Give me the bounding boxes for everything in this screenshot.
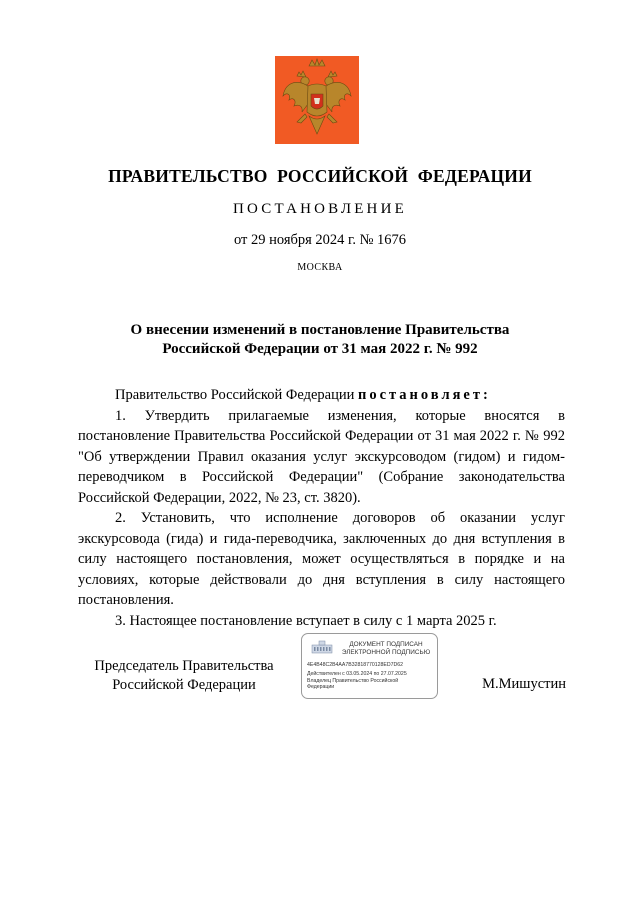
stamp-certificate: 4E4B48C2B4AA7B32818770128ED7D62 xyxy=(307,662,404,668)
coat-of-arms-emblem xyxy=(275,56,359,144)
signatory-position-line-1: Председатель Правительства xyxy=(94,658,274,674)
stamp-title-line-1: ДОКУМЕНТ ПОДПИСАН xyxy=(349,641,423,648)
stamp-owner-line-1: Владелец Правительство Российской xyxy=(307,678,399,684)
item-1-paragraph: 1. Утвердить прилагаемые изменения, которые вносятся в постановление Правительства Российской Федерации от 31 мая 2022 г. № 992 "Об утверждении Правил оказания услуг экскурсоводом (гидом) и гидом-переводчиком в Российской Федерации" (Собрание законодательства Российской Федерации, 2022, № 23, ст. 3820). xyxy=(78,407,565,506)
document-type: ПОСТАНОВЛЕНИЕ xyxy=(233,201,407,217)
government-building-icon xyxy=(311,640,333,654)
stamp-title xyxy=(336,641,436,656)
intro-paragraph xyxy=(78,385,565,406)
signatory-position xyxy=(78,657,290,695)
stamp-title-line-2: ЭЛЕКТРОННОЙ ПОДПИСЬЮ xyxy=(341,648,431,656)
stamp-owner-line-2: Федерации xyxy=(307,684,335,690)
subject-line-1: О внесении изменений в постановление Правительства xyxy=(130,322,510,338)
item-2-paragraph: 2. Установить, что исполнение договоров об оказании услуг экскурсовода (гида) и гида-переводчика, заключенных до дня вступления в силу настоящего постановления, может осуществляться в порядке и на условиях, которые действовали до дня вступления в силу настоящего постановления. xyxy=(78,510,565,608)
electronic-signature-stamp xyxy=(301,633,438,699)
government-title: ПРАВИТЕЛЬСТВО РОССИЙСКОЙ ФЕДЕРАЦИИ xyxy=(108,166,532,186)
coat-of-arms-icon xyxy=(275,56,359,144)
subject-line-2: Российской Федерации от 31 мая 2022 г. № 992 xyxy=(162,341,478,357)
intro-verb: постановляет: xyxy=(357,387,491,403)
document-body xyxy=(78,385,565,631)
signatory-position-line-2: Российской Федерации xyxy=(112,677,256,693)
document-city: МОСКВА xyxy=(297,262,343,273)
document-date-number: от 29 ноября 2024 г. № 1676 xyxy=(233,232,407,248)
item-3-paragraph: 3. Настоящее постановление вступает в силу с 1 марта 2025 г. xyxy=(115,612,497,629)
stamp-validity: Действителен с 03.05.2024 по 27.07.2025 xyxy=(307,671,407,677)
intro-prefix: Правительство Российской Федерации xyxy=(115,387,358,403)
signatory-name: М.Мишустин xyxy=(482,676,566,692)
document-subject xyxy=(0,321,640,359)
